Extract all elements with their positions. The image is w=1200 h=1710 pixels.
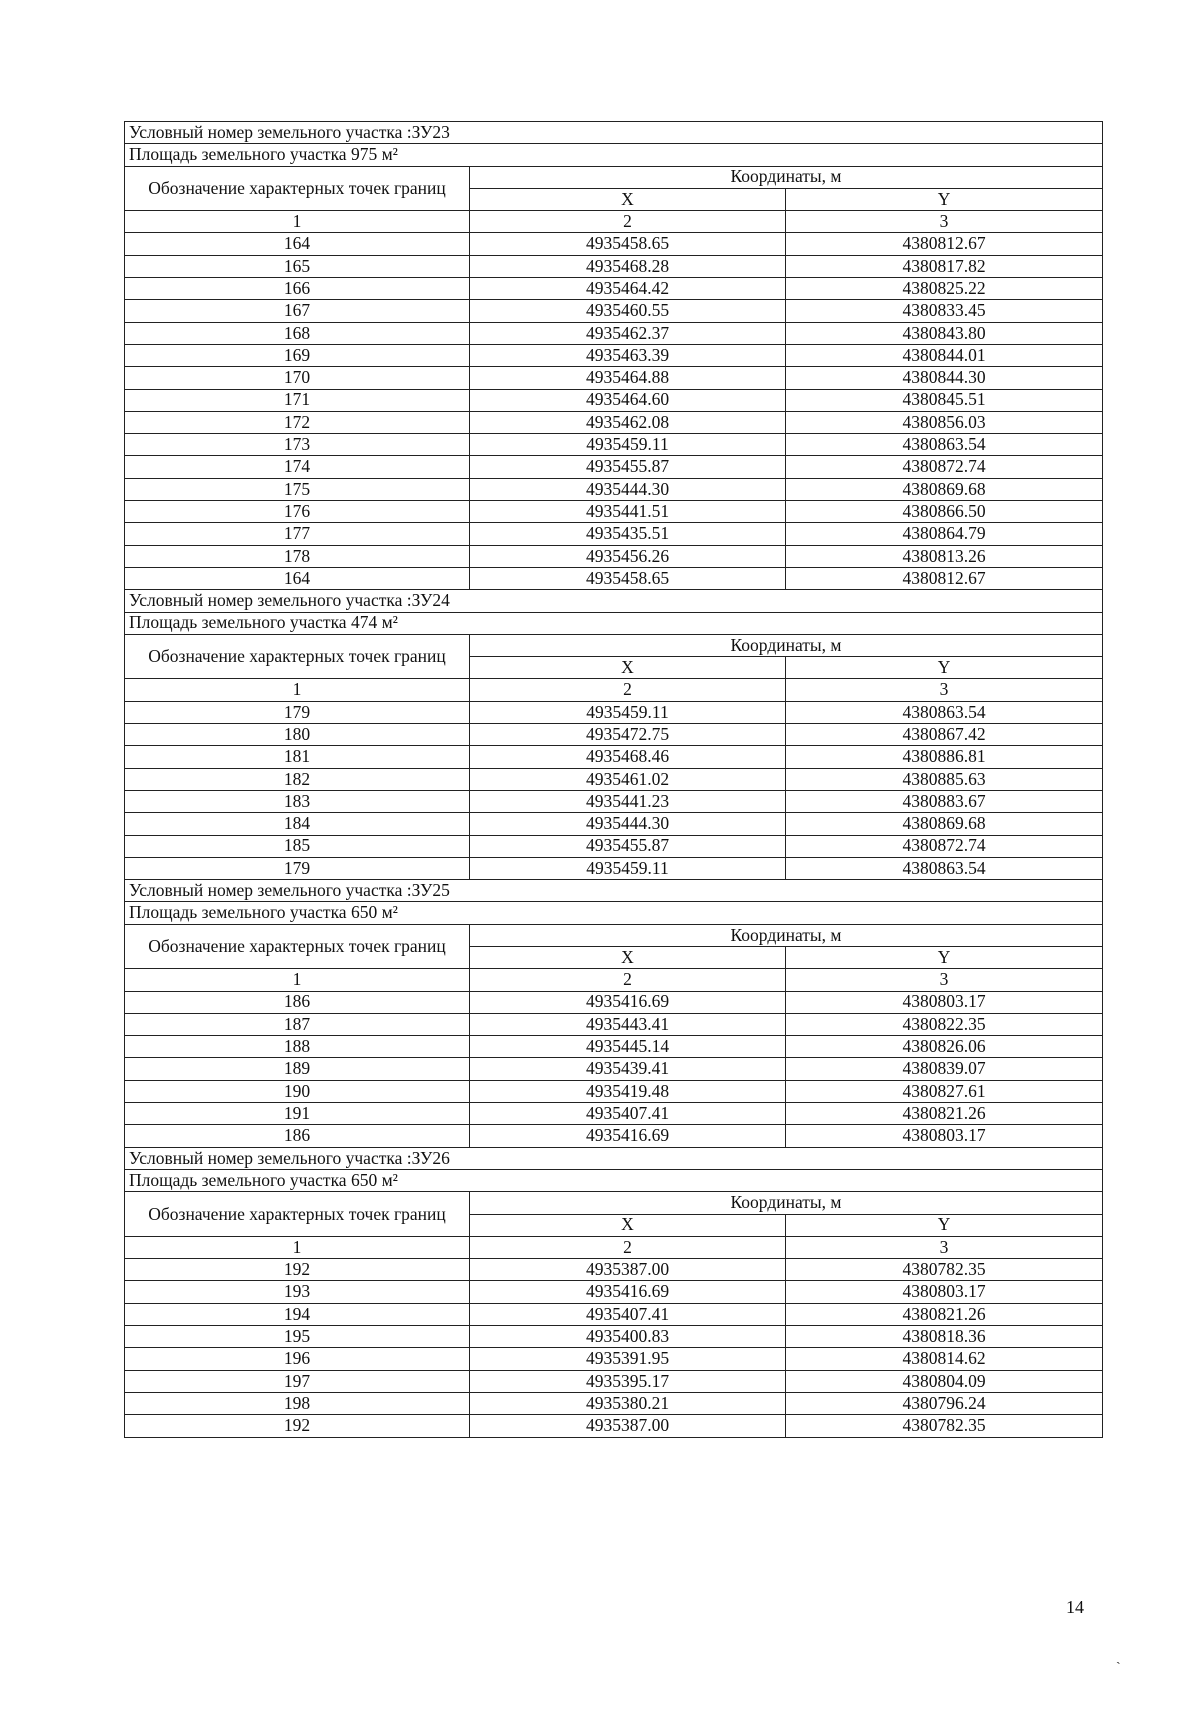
point-id-cell: 185 xyxy=(125,835,470,857)
table-row xyxy=(125,701,1103,723)
table-row xyxy=(125,300,1103,322)
y-coordinate-cell: 4380864.79 xyxy=(786,523,1103,545)
plot-area-row xyxy=(125,612,1103,634)
y-coordinate-cell: 4380869.68 xyxy=(786,813,1103,835)
y-coordinate-cell: 4380885.63 xyxy=(786,768,1103,790)
points-column-header: Обозначение характерных точек границ xyxy=(125,924,470,969)
x-coordinate-cell: 4935387.00 xyxy=(470,1415,786,1437)
coordinates-table xyxy=(124,121,1103,1438)
point-id-cell: 187 xyxy=(125,1013,470,1035)
point-id-cell: 192 xyxy=(125,1259,470,1281)
x-coordinate-cell: 4935464.42 xyxy=(470,278,786,300)
point-id-cell: 164 xyxy=(125,567,470,589)
table-row xyxy=(125,835,1103,857)
point-id-cell: 178 xyxy=(125,545,470,567)
x-coordinate-cell: 4935416.69 xyxy=(470,991,786,1013)
plot-area-row xyxy=(125,144,1103,166)
x-column-header: X xyxy=(470,1214,786,1236)
plot-number-row xyxy=(125,122,1103,144)
x-coordinate-cell: 4935458.65 xyxy=(470,233,786,255)
x-coordinate-cell: 4935456.26 xyxy=(470,545,786,567)
x-coordinate-cell: 4935380.21 xyxy=(470,1392,786,1414)
x-coordinate-cell: 4935458.65 xyxy=(470,567,786,589)
point-id-cell: 179 xyxy=(125,857,470,879)
column-index: 3 xyxy=(786,679,1103,701)
table-row xyxy=(125,411,1103,433)
table-row xyxy=(125,1058,1103,1080)
x-column-header: X xyxy=(470,946,786,968)
table-row xyxy=(125,1080,1103,1102)
y-coordinate-cell: 4380818.36 xyxy=(786,1326,1103,1348)
x-coordinate-cell: 4935387.00 xyxy=(470,1259,786,1281)
y-coordinate-cell: 4380826.06 xyxy=(786,1036,1103,1058)
x-coordinate-cell: 4935400.83 xyxy=(470,1326,786,1348)
table-row xyxy=(125,813,1103,835)
table-row xyxy=(125,233,1103,255)
plot-number-label: Условный номер земельного участка :ЗУ24 xyxy=(125,590,1103,612)
table-row xyxy=(125,567,1103,589)
point-id-cell: 198 xyxy=(125,1392,470,1414)
y-coordinate-cell: 4380804.09 xyxy=(786,1370,1103,1392)
point-id-cell: 173 xyxy=(125,434,470,456)
x-coordinate-cell: 4935391.95 xyxy=(470,1348,786,1370)
y-coordinate-cell: 4380814.62 xyxy=(786,1348,1103,1370)
x-coordinate-cell: 4935407.41 xyxy=(470,1103,786,1125)
plot-number-row xyxy=(125,1147,1103,1169)
x-coordinate-cell: 4935419.48 xyxy=(470,1080,786,1102)
x-coordinate-cell: 4935435.51 xyxy=(470,523,786,545)
y-coordinate-cell: 4380844.01 xyxy=(786,344,1103,366)
y-coordinate-cell: 4380812.67 xyxy=(786,233,1103,255)
x-coordinate-cell: 4935439.41 xyxy=(470,1058,786,1080)
table-row xyxy=(125,1103,1103,1125)
y-coordinate-cell: 4380803.17 xyxy=(786,1281,1103,1303)
table-row xyxy=(125,1125,1103,1147)
x-column-header: X xyxy=(470,657,786,679)
table-row xyxy=(125,1281,1103,1303)
table-row xyxy=(125,389,1103,411)
plot-area-label: Площадь земельного участка 474 м² xyxy=(125,612,1103,634)
table-row xyxy=(125,456,1103,478)
point-id-cell: 194 xyxy=(125,1303,470,1325)
table-row xyxy=(125,344,1103,366)
x-coordinate-cell: 4935407.41 xyxy=(470,1303,786,1325)
x-coordinate-cell: 4935445.14 xyxy=(470,1036,786,1058)
x-coordinate-cell: 4935459.11 xyxy=(470,857,786,879)
coordinates-header: Координаты, м xyxy=(470,166,1103,188)
point-id-cell: 175 xyxy=(125,478,470,500)
column-index: 2 xyxy=(470,679,786,701)
column-index-row xyxy=(125,211,1103,233)
x-coordinate-cell: 4935444.30 xyxy=(470,478,786,500)
plot-number-row xyxy=(125,880,1103,902)
y-coordinate-cell: 4380844.30 xyxy=(786,367,1103,389)
table-row xyxy=(125,523,1103,545)
point-id-cell: 167 xyxy=(125,300,470,322)
y-coordinate-cell: 4380821.26 xyxy=(786,1303,1103,1325)
y-coordinate-cell: 4380886.81 xyxy=(786,746,1103,768)
point-id-cell: 184 xyxy=(125,813,470,835)
table-row xyxy=(125,746,1103,768)
column-index: 2 xyxy=(470,211,786,233)
y-coordinate-cell: 4380863.54 xyxy=(786,701,1103,723)
table-row xyxy=(125,501,1103,523)
column-index: 2 xyxy=(470,1236,786,1258)
point-id-cell: 179 xyxy=(125,701,470,723)
table-row xyxy=(125,1370,1103,1392)
y-coordinate-cell: 4380883.67 xyxy=(786,790,1103,812)
y-coordinate-cell: 4380827.61 xyxy=(786,1080,1103,1102)
point-id-cell: 169 xyxy=(125,344,470,366)
point-id-cell: 182 xyxy=(125,768,470,790)
point-id-cell: 172 xyxy=(125,411,470,433)
x-coordinate-cell: 4935416.69 xyxy=(470,1281,786,1303)
point-id-cell: 189 xyxy=(125,1058,470,1080)
column-index: 3 xyxy=(786,211,1103,233)
table-row xyxy=(125,545,1103,567)
y-coordinate-cell: 4380796.24 xyxy=(786,1392,1103,1414)
column-header-row xyxy=(125,166,1103,188)
point-id-cell: 168 xyxy=(125,322,470,344)
table-row xyxy=(125,1259,1103,1281)
table-row xyxy=(125,1348,1103,1370)
point-id-cell: 192 xyxy=(125,1415,470,1437)
plot-area-label: Площадь земельного участка 650 м² xyxy=(125,902,1103,924)
table-row xyxy=(125,478,1103,500)
x-coordinate-cell: 4935459.11 xyxy=(470,701,786,723)
table-row xyxy=(125,1303,1103,1325)
y-coordinate-cell: 4380867.42 xyxy=(786,724,1103,746)
y-coordinate-cell: 4380869.68 xyxy=(786,478,1103,500)
page-number: 14 xyxy=(1066,1597,1084,1617)
y-column-header: Y xyxy=(786,1214,1103,1236)
point-id-cell: 191 xyxy=(125,1103,470,1125)
point-id-cell: 177 xyxy=(125,523,470,545)
y-coordinate-cell: 4380782.35 xyxy=(786,1259,1103,1281)
x-coordinate-cell: 4935416.69 xyxy=(470,1125,786,1147)
column-index-row xyxy=(125,1236,1103,1258)
x-coordinate-cell: 4935460.55 xyxy=(470,300,786,322)
y-column-header: Y xyxy=(786,946,1103,968)
x-coordinate-cell: 4935455.87 xyxy=(470,835,786,857)
y-coordinate-cell: 4380872.74 xyxy=(786,456,1103,478)
points-column-header: Обозначение характерных точек границ xyxy=(125,166,470,211)
y-coordinate-cell: 4380845.51 xyxy=(786,389,1103,411)
table-row xyxy=(125,278,1103,300)
x-coordinate-cell: 4935444.30 xyxy=(470,813,786,835)
plot-number-label: Условный номер земельного участка :ЗУ23 xyxy=(125,122,1103,144)
x-coordinate-cell: 4935463.39 xyxy=(470,344,786,366)
y-coordinate-cell: 4380839.07 xyxy=(786,1058,1103,1080)
x-coordinate-cell: 4935461.02 xyxy=(470,768,786,790)
x-coordinate-cell: 4935455.87 xyxy=(470,456,786,478)
point-id-cell: 165 xyxy=(125,255,470,277)
column-index: 1 xyxy=(125,211,470,233)
plot-number-row xyxy=(125,590,1103,612)
y-coordinate-cell: 4380843.80 xyxy=(786,322,1103,344)
point-id-cell: 164 xyxy=(125,233,470,255)
column-index: 1 xyxy=(125,969,470,991)
plot-area-label: Площадь земельного участка 650 м² xyxy=(125,1169,1103,1191)
table-row xyxy=(125,768,1103,790)
point-id-cell: 197 xyxy=(125,1370,470,1392)
y-coordinate-cell: 4380803.17 xyxy=(786,991,1103,1013)
document-page xyxy=(124,121,1102,1438)
coordinates-header: Координаты, м xyxy=(470,924,1103,946)
table-row xyxy=(125,1415,1103,1437)
point-id-cell: 195 xyxy=(125,1326,470,1348)
y-column-header: Y xyxy=(786,188,1103,210)
x-coordinate-cell: 4935468.46 xyxy=(470,746,786,768)
scan-mark: ˎ xyxy=(1116,1650,1121,1665)
y-coordinate-cell: 4380825.22 xyxy=(786,278,1103,300)
table-row xyxy=(125,1036,1103,1058)
y-coordinate-cell: 4380866.50 xyxy=(786,501,1103,523)
x-coordinate-cell: 4935443.41 xyxy=(470,1013,786,1035)
column-index-row xyxy=(125,679,1103,701)
table-row xyxy=(125,991,1103,1013)
point-id-cell: 174 xyxy=(125,456,470,478)
points-column-header: Обозначение характерных точек границ xyxy=(125,1192,470,1237)
y-coordinate-cell: 4380833.45 xyxy=(786,300,1103,322)
coordinates-header: Координаты, м xyxy=(470,634,1103,656)
x-coordinate-cell: 4935472.75 xyxy=(470,724,786,746)
point-id-cell: 170 xyxy=(125,367,470,389)
point-id-cell: 183 xyxy=(125,790,470,812)
point-id-cell: 186 xyxy=(125,991,470,1013)
point-id-cell: 193 xyxy=(125,1281,470,1303)
point-id-cell: 166 xyxy=(125,278,470,300)
point-id-cell: 180 xyxy=(125,724,470,746)
column-index: 2 xyxy=(470,969,786,991)
column-header-row xyxy=(125,1192,1103,1214)
column-index-row xyxy=(125,969,1103,991)
column-index: 1 xyxy=(125,1236,470,1258)
y-coordinate-cell: 4380856.03 xyxy=(786,411,1103,433)
x-coordinate-cell: 4935462.08 xyxy=(470,411,786,433)
point-id-cell: 188 xyxy=(125,1036,470,1058)
point-id-cell: 171 xyxy=(125,389,470,411)
x-column-header: X xyxy=(470,188,786,210)
y-coordinate-cell: 4380782.35 xyxy=(786,1415,1103,1437)
points-column-header: Обозначение характерных точек границ xyxy=(125,634,470,679)
x-coordinate-cell: 4935459.11 xyxy=(470,434,786,456)
table-row xyxy=(125,790,1103,812)
y-coordinate-cell: 4380821.26 xyxy=(786,1103,1103,1125)
table-row xyxy=(125,857,1103,879)
y-coordinate-cell: 4380872.74 xyxy=(786,835,1103,857)
point-id-cell: 176 xyxy=(125,501,470,523)
plot-area-row xyxy=(125,902,1103,924)
column-index: 1 xyxy=(125,679,470,701)
y-column-header: Y xyxy=(786,657,1103,679)
y-coordinate-cell: 4380822.35 xyxy=(786,1013,1103,1035)
point-id-cell: 190 xyxy=(125,1080,470,1102)
column-index: 3 xyxy=(786,969,1103,991)
x-coordinate-cell: 4935462.37 xyxy=(470,322,786,344)
table-row xyxy=(125,255,1103,277)
y-coordinate-cell: 4380812.67 xyxy=(786,567,1103,589)
y-coordinate-cell: 4380863.54 xyxy=(786,857,1103,879)
y-coordinate-cell: 4380863.54 xyxy=(786,434,1103,456)
y-coordinate-cell: 4380813.26 xyxy=(786,545,1103,567)
coordinates-header: Координаты, м xyxy=(470,1192,1103,1214)
table-row xyxy=(125,322,1103,344)
plot-number-label: Условный номер земельного участка :ЗУ25 xyxy=(125,880,1103,902)
column-header-row xyxy=(125,924,1103,946)
column-header-row xyxy=(125,634,1103,656)
table-row xyxy=(125,367,1103,389)
table-row xyxy=(125,434,1103,456)
plot-number-label: Условный номер земельного участка :ЗУ26 xyxy=(125,1147,1103,1169)
x-coordinate-cell: 4935395.17 xyxy=(470,1370,786,1392)
x-coordinate-cell: 4935441.51 xyxy=(470,501,786,523)
x-coordinate-cell: 4935468.28 xyxy=(470,255,786,277)
point-id-cell: 196 xyxy=(125,1348,470,1370)
table-row xyxy=(125,1326,1103,1348)
x-coordinate-cell: 4935441.23 xyxy=(470,790,786,812)
y-coordinate-cell: 4380817.82 xyxy=(786,255,1103,277)
column-index: 3 xyxy=(786,1236,1103,1258)
table-row xyxy=(125,1013,1103,1035)
x-coordinate-cell: 4935464.88 xyxy=(470,367,786,389)
point-id-cell: 181 xyxy=(125,746,470,768)
y-coordinate-cell: 4380803.17 xyxy=(786,1125,1103,1147)
plot-area-label: Площадь земельного участка 975 м² xyxy=(125,144,1103,166)
plot-area-row xyxy=(125,1169,1103,1191)
point-id-cell: 186 xyxy=(125,1125,470,1147)
table-row xyxy=(125,724,1103,746)
table-row xyxy=(125,1392,1103,1414)
x-coordinate-cell: 4935464.60 xyxy=(470,389,786,411)
